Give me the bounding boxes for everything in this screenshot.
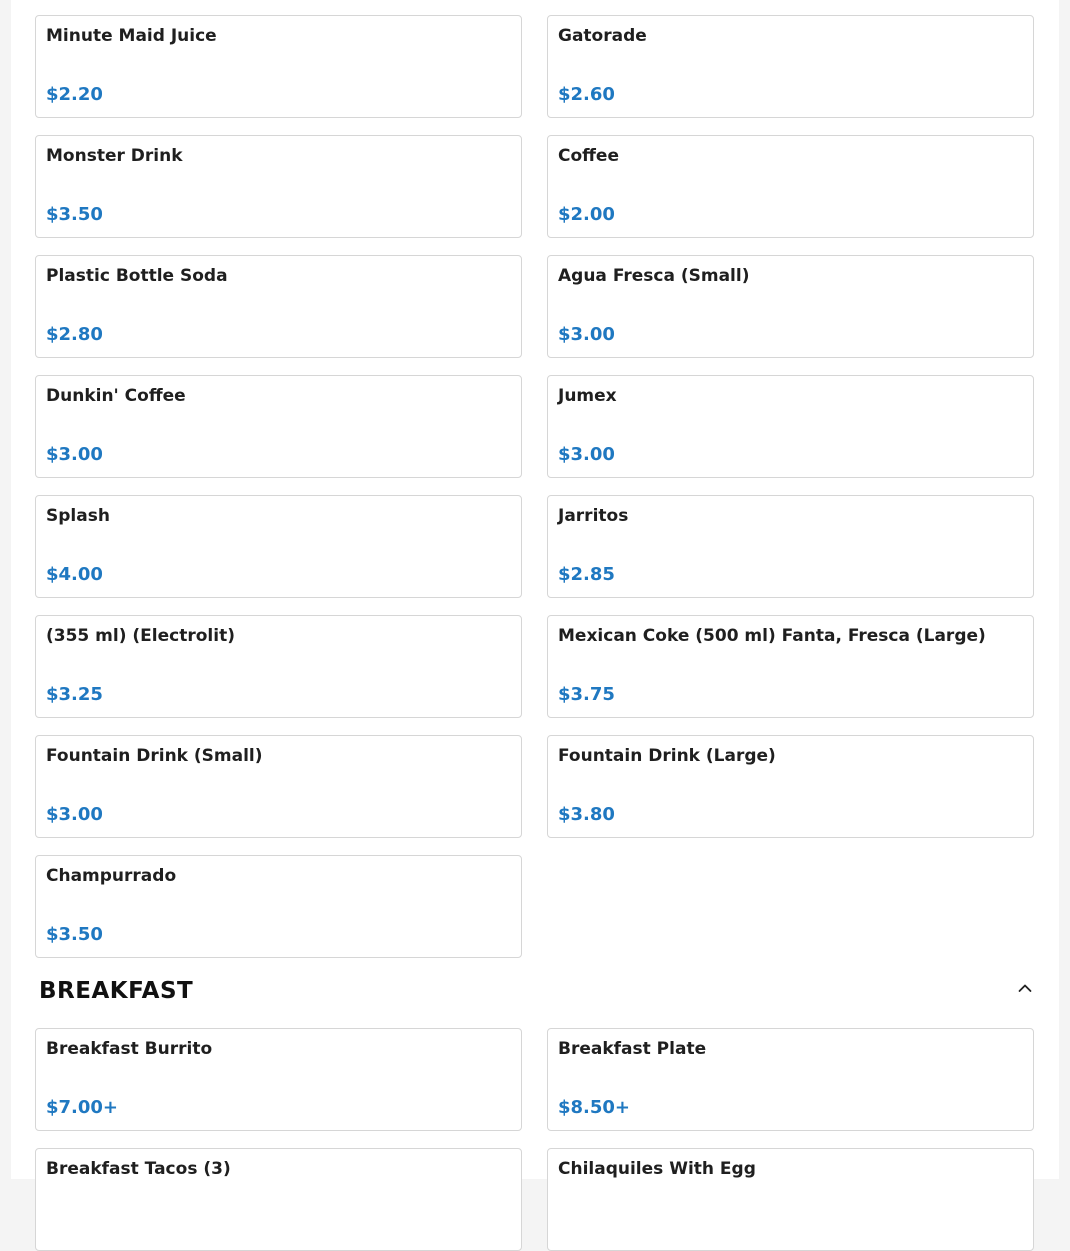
item-price: $3.00: [46, 804, 103, 825]
item-name: Mexican Coke (500 ml) Fanta, Fresca (Large): [558, 626, 986, 646]
menu-item-card[interactable]: [35, 375, 522, 478]
item-name: Jumex: [558, 386, 617, 406]
item-name: Monster Drink: [46, 146, 183, 166]
menu-item-card[interactable]: [35, 735, 522, 838]
item-name: Fountain Drink (Large): [558, 746, 776, 766]
item-name: Agua Fresca (Small): [558, 266, 750, 286]
item-price: $7.00+: [46, 1097, 119, 1118]
menu-item-card[interactable]: [547, 1028, 1034, 1131]
section-title: BREAKFAST: [39, 978, 194, 1004]
menu-item-card[interactable]: [547, 15, 1034, 118]
menu-item-card[interactable]: [547, 735, 1034, 838]
menu-item-card[interactable]: [35, 15, 522, 118]
item-price: $3.50: [46, 204, 103, 225]
breakfast-section-header[interactable]: [39, 978, 1033, 1010]
item-name: Splash: [46, 506, 110, 526]
breakfast-grid: [35, 1028, 1034, 1251]
item-name: Breakfast Burrito: [46, 1039, 213, 1059]
chevron-up-icon[interactable]: [1017, 978, 1033, 998]
item-name: (355 ml) (Electrolit): [46, 626, 235, 646]
item-price: $8.50+: [558, 1097, 631, 1118]
menu-item-card[interactable]: [547, 135, 1034, 238]
item-price: $2.60: [558, 84, 615, 105]
item-name: Champurrado: [46, 866, 177, 886]
menu-item-card[interactable]: [35, 255, 522, 358]
menu-item-card[interactable]: [547, 255, 1034, 358]
item-price: $3.50: [46, 924, 103, 945]
menu-page: [11, 0, 1059, 1179]
item-price: $3.75: [558, 684, 615, 705]
item-name: Fountain Drink (Small): [46, 746, 263, 766]
menu-item-card[interactable]: [35, 855, 522, 958]
item-price: $3.25: [46, 684, 103, 705]
menu-item-card[interactable]: [547, 1148, 1034, 1251]
item-price: $3.00: [558, 444, 615, 465]
item-name: Chilaquiles With Egg: [558, 1159, 756, 1179]
drinks-grid: [35, 15, 1034, 958]
item-name: Plastic Bottle Soda: [46, 266, 228, 286]
item-name: Jarritos: [558, 506, 629, 526]
item-name: Gatorade: [558, 26, 647, 46]
item-price: $2.00: [558, 204, 615, 225]
menu-item-card[interactable]: [547, 495, 1034, 598]
menu-item-card[interactable]: [547, 615, 1034, 718]
item-name: Coffee: [558, 146, 619, 166]
item-price: $4.00: [46, 564, 103, 585]
menu-item-card[interactable]: [35, 1148, 522, 1251]
item-name: Breakfast Plate: [558, 1039, 707, 1059]
item-price: $2.20: [46, 84, 103, 105]
item-price: $3.00: [558, 324, 615, 345]
menu-item-card[interactable]: [35, 135, 522, 238]
item-price: $2.80: [46, 324, 103, 345]
item-price: $3.80: [558, 804, 615, 825]
item-price: $2.85: [558, 564, 615, 585]
menu-item-card[interactable]: [35, 1028, 522, 1131]
menu-item-card[interactable]: [35, 615, 522, 718]
menu-item-card[interactable]: [35, 495, 522, 598]
item-name: Breakfast Tacos (3): [46, 1159, 231, 1179]
item-name: Minute Maid Juice: [46, 26, 217, 46]
item-name: Dunkin' Coffee: [46, 386, 186, 406]
menu-item-card[interactable]: [547, 375, 1034, 478]
item-price: $3.00: [46, 444, 103, 465]
